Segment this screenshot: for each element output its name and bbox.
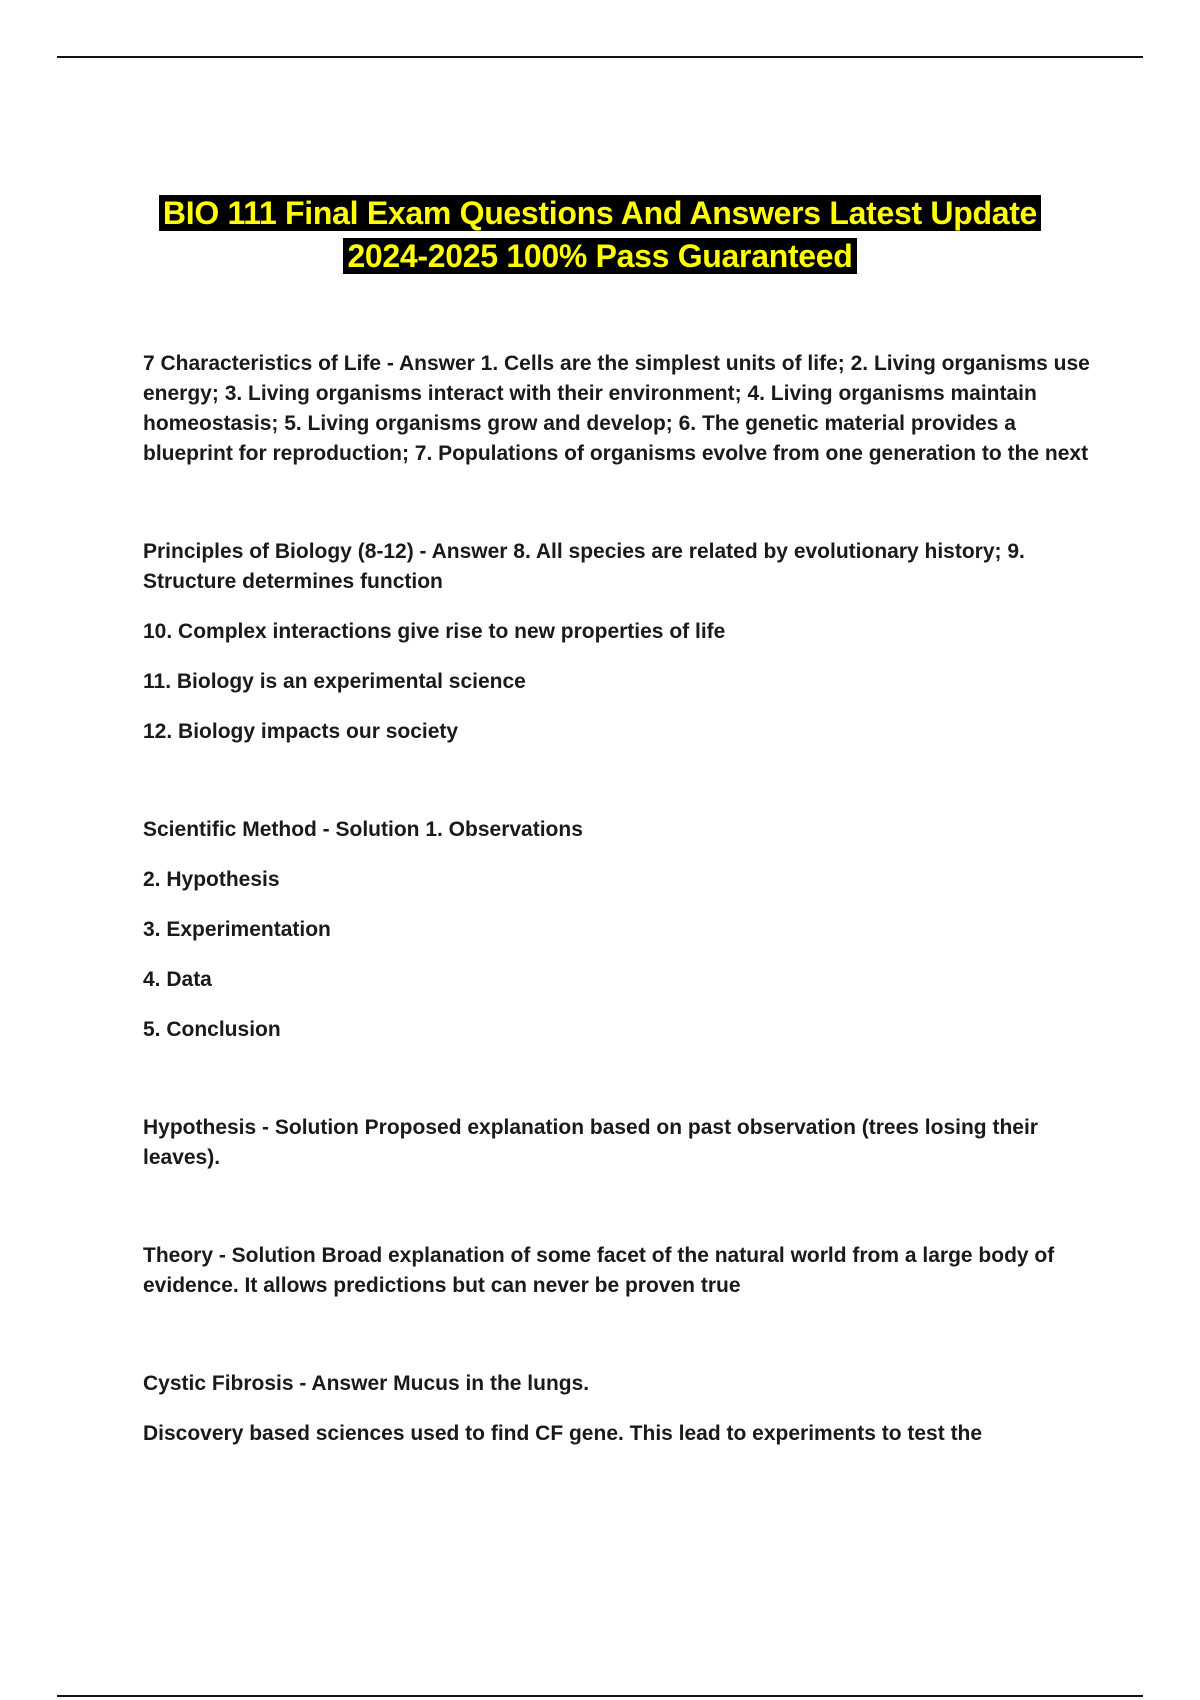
qa-characteristics-of-life: 7 Characteristics of Life - Answer 1. Cells are the simplest units of life; 2. Living organisms use energy; 3. Living organisms interact with their environment; 4. Living organisms maintain homeostasis; 5. Living organisms grow and develop; 6. The genetic material provides a blueprint for reproduction; 7. Populations of organisms evolve from one generation to the next [143, 352, 1090, 465]
qa-method-step: 4. Data [143, 968, 212, 991]
title-line-1: BIO 111 Final Exam Questions And Answers Latest Update [159, 195, 1041, 231]
qa-principle-line: 11. Biology is an experimental science [143, 670, 526, 693]
qa-scientific-method: Scientific Method - Solution 1. Observations [143, 818, 583, 841]
title-line-2: 2024-2025 100% Pass Guaranteed [343, 238, 856, 274]
qa-hypothesis: Hypothesis - Solution Proposed explanation based on past observation (trees losing their leaves). [143, 1116, 1038, 1169]
qa-theory: Theory - Solution Broad explanation of some facet of the natural world from a large body of evidence. It allows predictions but can never be proven true [143, 1244, 1055, 1297]
qa-method-step: 5. Conclusion [143, 1018, 281, 1041]
bottom-rule [57, 1695, 1143, 1697]
document-title [0, 192, 1200, 278]
qa-principle-line: 10. Complex interactions give rise to new properties of life [143, 620, 726, 643]
qa-cystic-fibrosis: Cystic Fibrosis - Answer Mucus in the lungs. [143, 1372, 590, 1395]
qa-content [143, 349, 1093, 1449]
qa-principle-line: 12. Biology impacts our society [143, 720, 459, 743]
qa-method-step: 3. Experimentation [143, 918, 331, 941]
qa-cystic-fibrosis-detail: Discovery based sciences used to find CF gene. This lead to experiments to test the [143, 1422, 983, 1445]
qa-principles-of-biology: Principles of Biology (8-12) - Answer 8. All species are related by evolutionary history; 9. Structure determines function [143, 540, 1025, 593]
qa-method-step: 2. Hypothesis [143, 868, 280, 891]
top-rule [57, 56, 1143, 58]
